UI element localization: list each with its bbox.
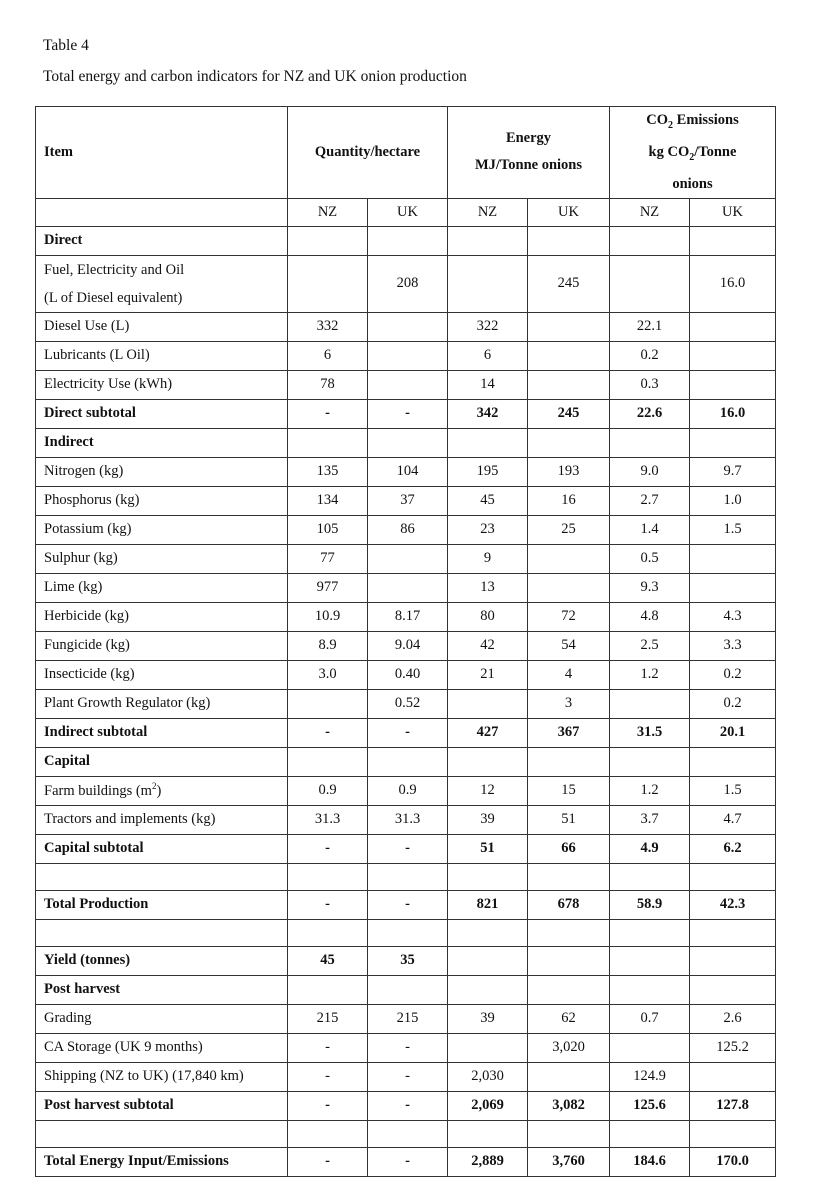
section-row [36,428,776,457]
energy-carbon-table [35,106,776,1177]
value-cell: 45 [288,946,368,975]
value-cell [610,226,690,255]
value-cell: 66 [528,834,610,863]
table-row [36,890,776,919]
value-cell [288,226,368,255]
value-cell: 35 [368,946,448,975]
value-cell: 3,082 [528,1091,610,1120]
value-cell [690,370,776,399]
row-label: Grading [36,1004,288,1033]
row-label: Potassium (kg) [36,515,288,544]
value-cell: 4 [528,660,610,689]
spacer-cell [448,1120,528,1147]
value-cell: - [368,399,448,428]
value-cell: 23 [448,515,528,544]
table-row [36,486,776,515]
value-cell [368,975,448,1004]
value-cell [690,573,776,602]
value-cell: 9.3 [610,573,690,602]
value-cell: 0.52 [368,689,448,718]
value-cell: 1.5 [690,515,776,544]
value-cell: - [368,1062,448,1091]
table-row [36,457,776,486]
row-label: Lubricants (L Oil) [36,341,288,370]
value-cell: 208 [368,255,448,312]
value-cell [528,573,610,602]
value-cell: 1.2 [610,776,690,805]
value-cell: 170.0 [690,1147,776,1176]
value-cell: 0.2 [610,341,690,370]
value-cell: 1.0 [690,486,776,515]
value-cell: 195 [448,457,528,486]
value-cell: 105 [288,515,368,544]
value-cell: 245 [528,399,610,428]
row-label: Tractors and implements (kg) [36,805,288,834]
header-energy [448,107,610,199]
value-cell: - [288,399,368,428]
value-cell: 80 [448,602,528,631]
value-cell: 678 [528,890,610,919]
row-label: Fuel, Electricity and Oil (L of Diesel equivalent) [36,255,288,312]
header-co2-line3: onions [672,175,713,192]
value-cell [288,255,368,312]
table-row [36,573,776,602]
value-cell: 51 [528,805,610,834]
row-label: Diesel Use (L) [36,312,288,341]
value-cell: 1.2 [610,660,690,689]
value-cell: 193 [528,457,610,486]
value-cell: 42 [448,631,528,660]
value-cell: 25 [528,515,610,544]
value-cell: 8.17 [368,602,448,631]
table-row [36,805,776,834]
value-cell: 977 [288,573,368,602]
value-cell: - [368,718,448,747]
spacer-cell [690,863,776,890]
spacer-cell [368,1120,448,1147]
table-row [36,1147,776,1176]
value-cell [528,946,610,975]
value-cell [368,312,448,341]
value-cell [610,747,690,776]
spacer-cell [288,863,368,890]
value-cell: 58.9 [610,890,690,919]
value-cell [288,689,368,718]
row-label: Electricity Use (kWh) [36,370,288,399]
row-label: Lime (kg) [36,573,288,602]
spacer-cell [448,919,528,946]
value-cell: 125.6 [610,1091,690,1120]
value-cell [448,747,528,776]
value-cell: 0.3 [610,370,690,399]
row-label: Nitrogen (kg) [36,457,288,486]
value-cell [448,975,528,1004]
value-cell: 104 [368,457,448,486]
table-row [36,515,776,544]
subheader-cell: UK [528,198,610,226]
value-cell: 367 [528,718,610,747]
value-cell [528,312,610,341]
value-cell: 77 [288,544,368,573]
row-label: Yield (tonnes) [36,946,288,975]
value-cell [368,341,448,370]
value-cell: 6 [448,341,528,370]
row-label: Direct subtotal [36,399,288,428]
value-cell [610,975,690,1004]
value-cell [690,946,776,975]
value-cell [690,544,776,573]
section-row [36,747,776,776]
table-row [36,689,776,718]
value-cell [690,975,776,1004]
row-label: Insecticide (kg) [36,660,288,689]
value-cell [690,341,776,370]
value-cell: 15 [528,776,610,805]
value-cell: 72 [528,602,610,631]
row-label: Farm buildings $(m^2)$ [36,776,288,805]
value-cell: - [288,1033,368,1062]
value-cell: 4.8 [610,602,690,631]
value-cell: 134 [288,486,368,515]
value-cell [528,544,610,573]
row-label: Post harvest [36,975,288,1004]
value-cell: 16.0 [690,255,776,312]
spacer-cell [528,919,610,946]
value-cell: - [288,890,368,919]
spacer-cell [36,919,288,946]
table-row [36,312,776,341]
value-cell: 0.9 [368,776,448,805]
value-cell: 37 [368,486,448,515]
value-cell: - [288,1147,368,1176]
spacer-cell [690,919,776,946]
value-cell [690,312,776,341]
value-cell: 4.3 [690,602,776,631]
value-cell [448,226,528,255]
value-cell: 14 [448,370,528,399]
value-cell: 21 [448,660,528,689]
value-cell [288,747,368,776]
row-label: CA Storage (UK 9 months) [36,1033,288,1062]
value-cell: 821 [448,890,528,919]
spacer-cell [36,863,288,890]
value-cell: 4.7 [690,805,776,834]
value-cell: 125.2 [690,1033,776,1062]
value-cell: 31.3 [368,805,448,834]
value-cell [610,689,690,718]
value-cell [528,428,610,457]
value-cell: 2,030 [448,1062,528,1091]
value-cell: 427 [448,718,528,747]
value-cell: - [368,890,448,919]
subheader-row [36,198,776,226]
value-cell: - [368,1091,448,1120]
header-energy-line2: MJ/Tonne onions [474,157,583,174]
value-cell [690,1062,776,1091]
value-cell: - [368,1033,448,1062]
value-cell [528,975,610,1004]
value-cell: 135 [288,457,368,486]
table-row [36,399,776,428]
value-cell: 3 [528,689,610,718]
row-label: Indirect subtotal [36,718,288,747]
spacer-cell [610,863,690,890]
value-cell: 0.2 [690,660,776,689]
value-cell: - [368,1147,448,1176]
value-cell [448,946,528,975]
value-cell: 245 [528,255,610,312]
row-label: Plant Growth Regulator (kg) [36,689,288,718]
value-cell [288,975,368,1004]
value-cell: - [288,1091,368,1120]
table-row [36,776,776,805]
value-cell: 3.7 [610,805,690,834]
subheader-blank [36,198,288,226]
value-cell: 3,760 [528,1147,610,1176]
value-cell: 9.0 [610,457,690,486]
value-cell: 0.5 [610,544,690,573]
subheader-cell: NZ [448,198,528,226]
value-cell: 45 [448,486,528,515]
value-cell [448,1033,528,1062]
value-cell: 39 [448,805,528,834]
row-label: Direct [36,226,288,255]
table-row [36,718,776,747]
spacer-cell [528,1120,610,1147]
value-cell: 342 [448,399,528,428]
spacer-row [36,1120,776,1147]
value-cell [448,428,528,457]
table-row [36,544,776,573]
section-row [36,975,776,1004]
spacer-cell [610,1120,690,1147]
spacer-cell [288,1120,368,1147]
value-cell: 20.1 [690,718,776,747]
table-number: Table 4 [43,37,89,54]
spacer-cell [288,919,368,946]
spacer-cell [368,919,448,946]
row-label: Phosphorus (kg) [36,486,288,515]
value-cell: - [288,834,368,863]
table-row [36,660,776,689]
value-cell: 1.4 [610,515,690,544]
row-label: Sulphur (kg) [36,544,288,573]
value-cell: 10.9 [288,602,368,631]
value-cell: 184.6 [610,1147,690,1176]
row-label: Herbicide (kg) [36,602,288,631]
value-cell: 3.0 [288,660,368,689]
value-cell: 0.2 [690,689,776,718]
value-cell [690,747,776,776]
table-row [36,1033,776,1062]
value-cell: 13 [448,573,528,602]
value-cell: 16 [528,486,610,515]
header-co2 [610,107,776,199]
value-cell: 127.8 [690,1091,776,1120]
header-co2-line1: $CO_2$ Emissions [646,112,739,131]
value-cell: 39 [448,1004,528,1033]
value-cell [448,689,528,718]
spacer-cell [448,863,528,890]
value-cell [528,370,610,399]
value-cell: 42.3 [690,890,776,919]
value-cell: 3.3 [690,631,776,660]
row-label: Fungicide (kg) [36,631,288,660]
subheader-cell: NZ [288,198,368,226]
value-cell: 2.6 [690,1004,776,1033]
value-cell: 0.7 [610,1004,690,1033]
table-row [36,602,776,631]
value-cell [528,226,610,255]
value-cell: 0.40 [368,660,448,689]
value-cell [528,747,610,776]
value-cell: 4.9 [610,834,690,863]
table-body [36,226,776,1176]
value-cell: 9 [448,544,528,573]
value-cell: 215 [288,1004,368,1033]
value-cell [368,226,448,255]
value-cell: 9.7 [690,457,776,486]
value-cell [528,1062,610,1091]
header-energy-line1: Energy [505,130,552,147]
subheader-cell: UK [368,198,448,226]
value-cell: 12 [448,776,528,805]
subheader-cell: NZ [610,198,690,226]
spacer-cell [528,863,610,890]
value-cell: 1.5 [690,776,776,805]
value-cell: 31.5 [610,718,690,747]
value-cell: 86 [368,515,448,544]
table-row [36,370,776,399]
value-cell: - [368,834,448,863]
spacer-cell [610,919,690,946]
header-row [36,107,776,199]
value-cell: 6.2 [690,834,776,863]
spacer-cell [368,863,448,890]
value-cell [368,370,448,399]
value-cell: 8.9 [288,631,368,660]
table-row [36,341,776,370]
header-co2-line2: kg $CO_2$/Tonne [648,143,737,163]
section-row [36,226,776,255]
header-quantity: Quantity/hectare [288,107,448,199]
value-cell [690,226,776,255]
row-label: Capital subtotal [36,834,288,863]
value-cell: 0.9 [288,776,368,805]
row-label: Total Energy Input/Emissions [36,1147,288,1176]
value-cell: 16.0 [690,399,776,428]
value-cell: 215 [368,1004,448,1033]
value-cell: - [288,718,368,747]
row-label: Post harvest subtotal [36,1091,288,1120]
value-cell [690,428,776,457]
value-cell: 3,020 [528,1033,610,1062]
value-cell [448,255,528,312]
value-cell [288,428,368,457]
value-cell: 31.3 [288,805,368,834]
value-cell [368,573,448,602]
value-cell: 124.9 [610,1062,690,1091]
spacer-cell [36,1120,288,1147]
table-row [36,1062,776,1091]
value-cell [610,946,690,975]
value-cell: 2,889 [448,1147,528,1176]
value-cell: 2,069 [448,1091,528,1120]
row-label: Total Production [36,890,288,919]
value-cell: 22.6 [610,399,690,428]
value-cell: 322 [448,312,528,341]
value-cell: 54 [528,631,610,660]
spacer-row [36,919,776,946]
table-row [36,1091,776,1120]
value-cell: 78 [288,370,368,399]
row-label: Shipping (NZ to UK) (17,840 km) [36,1062,288,1091]
value-cell: 6 [288,341,368,370]
value-cell [368,428,448,457]
value-cell [368,747,448,776]
value-cell [610,428,690,457]
value-cell: 51 [448,834,528,863]
value-cell [368,544,448,573]
value-cell [528,341,610,370]
table-row [36,631,776,660]
value-cell: 22.1 [610,312,690,341]
value-cell: 62 [528,1004,610,1033]
value-cell [610,1033,690,1062]
spacer-cell [690,1120,776,1147]
subheader-cell: UK [690,198,776,226]
value-cell: 2.7 [610,486,690,515]
table-row [36,1004,776,1033]
value-cell: - [288,1062,368,1091]
row-label: Capital [36,747,288,776]
spacer-row [36,863,776,890]
table-row [36,255,776,312]
value-cell: 9.04 [368,631,448,660]
value-cell [610,255,690,312]
table-title: Total energy and carbon indicators for NZ and UK onion production [43,68,467,85]
value-cell: 332 [288,312,368,341]
value-cell: 2.5 [610,631,690,660]
table-row [36,946,776,975]
row-label: Indirect [36,428,288,457]
header-item: Item [36,107,288,199]
table-row [36,834,776,863]
